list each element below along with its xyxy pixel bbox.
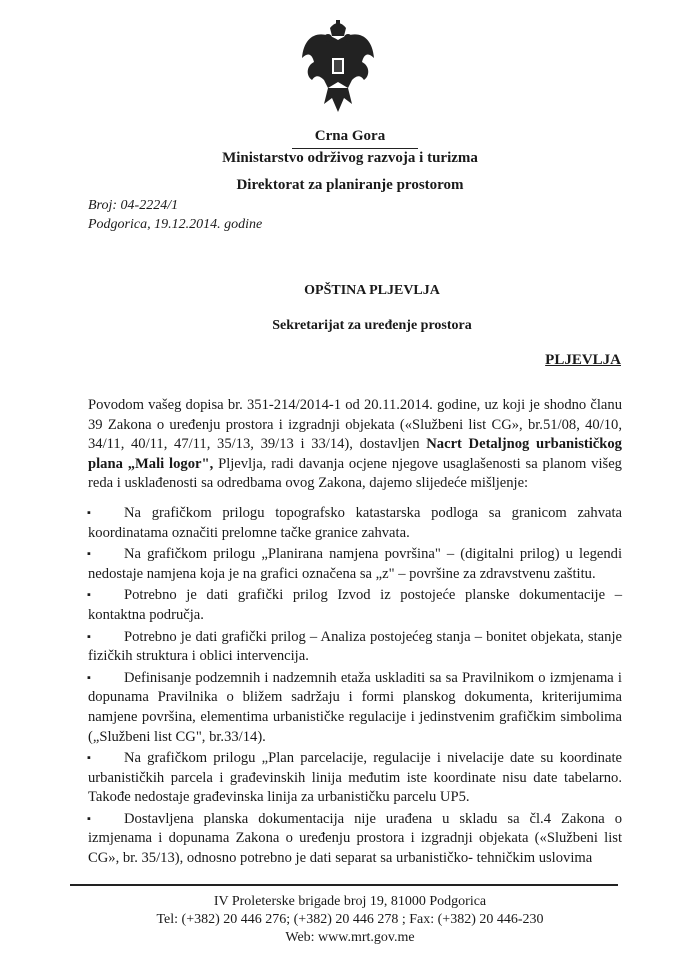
bullet-item: ▪ Na grafičkom prilogu topografsko katastarska podloga sa granicom zahvata koordinatama označiti prelomne tačke granice zahvata. bbox=[88, 504, 622, 543]
intro-paragraph bbox=[88, 396, 622, 494]
bullet-item: ▪ Potrebno je dati grafički prilog – Analiza postojećeg stanja – bonitet objekata, stanje fizičkih struktura i oblici intervencija. bbox=[88, 628, 622, 667]
footer-web: Web: www.mrt.gov.me bbox=[285, 930, 415, 945]
ministry-name: Ministarstvo održivog razvoja i turizma bbox=[222, 150, 478, 166]
coat-of-arms-emblem bbox=[298, 18, 378, 116]
footer-divider bbox=[70, 884, 618, 886]
bullet-item: ▪ Definisanje podzemnih i nadzemnih etaža uskladiti sa sa Pravilnikom o izmjenama i dopunama Pravilnika o bližem sadržaju i formi planskog dokumenta, kriterijumima namjene površina, elementima urbanističke regulacije i jedinstvenim grafičkim simbolima („Službeni list CG", br.33/14). bbox=[88, 669, 622, 747]
bullet-item: ▪ Na grafičkom prilogu „Plan parcelacije, regulacije i nivelacije date su koordinate urbanističkih parcela i građevinskih linija međutim iste koordinate nisu date tabelarno. Takođe nedostaje građevinska linija za urbanističku parcelu UP5. bbox=[88, 749, 622, 808]
recipient-city: PLJEVLJA bbox=[545, 352, 621, 368]
letter-body bbox=[88, 396, 622, 869]
plan-name: Nacrt Detaljnog urbanističkog plana „Mali logor", bbox=[88, 436, 622, 472]
bullet-item: ▪ Potrebno je dati grafički prilog Izvod iz postojeće planske dokumentacije – kontaktna područja. bbox=[88, 586, 622, 625]
recipient-secretariat: Sekretarijat za uređenje prostora bbox=[272, 318, 472, 333]
bullet-item: ▪ Na grafičkom prilogu „Planirana namjena površina" – (digitalni prilog) u legendi nedostaje namjena koja je na grafici označena sa „z" – površine za zdravstvenu zaštitu. bbox=[88, 545, 622, 584]
place-date: Podgorica, 19.12.2014. godine bbox=[88, 217, 263, 232]
footer-phones: Tel: (+382) 20 446 276; (+382) 20 446 278 ; Fax: (+382) 20 446-230 bbox=[156, 912, 544, 927]
country-name: Crna Gora bbox=[314, 128, 386, 144]
bullet-item: ▪ Dostavljena planska dokumentacija nije urađena u skladu sa čl.4 Zakona o izmjenama i dopunama Zakona o uređenju prostora i izgradnji objekata («Službeni list CG», br. 35/13), odnosno potrebno je dati separat sa urbanističko- tehničkim uslovima bbox=[88, 810, 622, 869]
intro-text: Povodom vašeg dopisa br. 351-214/2014-1 od 20.11.2014. godine, uz koji je shodno članu 39 Zakona o uređenju prostora i izgradnji objekata («Službeni list CG», br.51/08, 40/10, 34/11, 40/11, 47/11, 35/13, 39/13 i 33/14), dostavljen bbox=[88, 397, 622, 453]
directorate-name: Direktorat za planiranje prostorom bbox=[236, 177, 464, 193]
intro-text-end: Pljevlja, radi davanja ocjene njegove usaglašenosti sa planom višeg reda i usklađenosti sa odredbama ovog Zakona, dajemo slijedeće mišljenje: bbox=[88, 455, 622, 492]
reference-number: Broj: 04-2224/1 bbox=[88, 198, 179, 213]
header-underline bbox=[292, 148, 418, 149]
footer-address: IV Proleterske brigade broj 19, 81000 Podgorica bbox=[213, 894, 487, 909]
recipient-municipality: OPŠTINA PLJEVLJA bbox=[304, 283, 440, 298]
